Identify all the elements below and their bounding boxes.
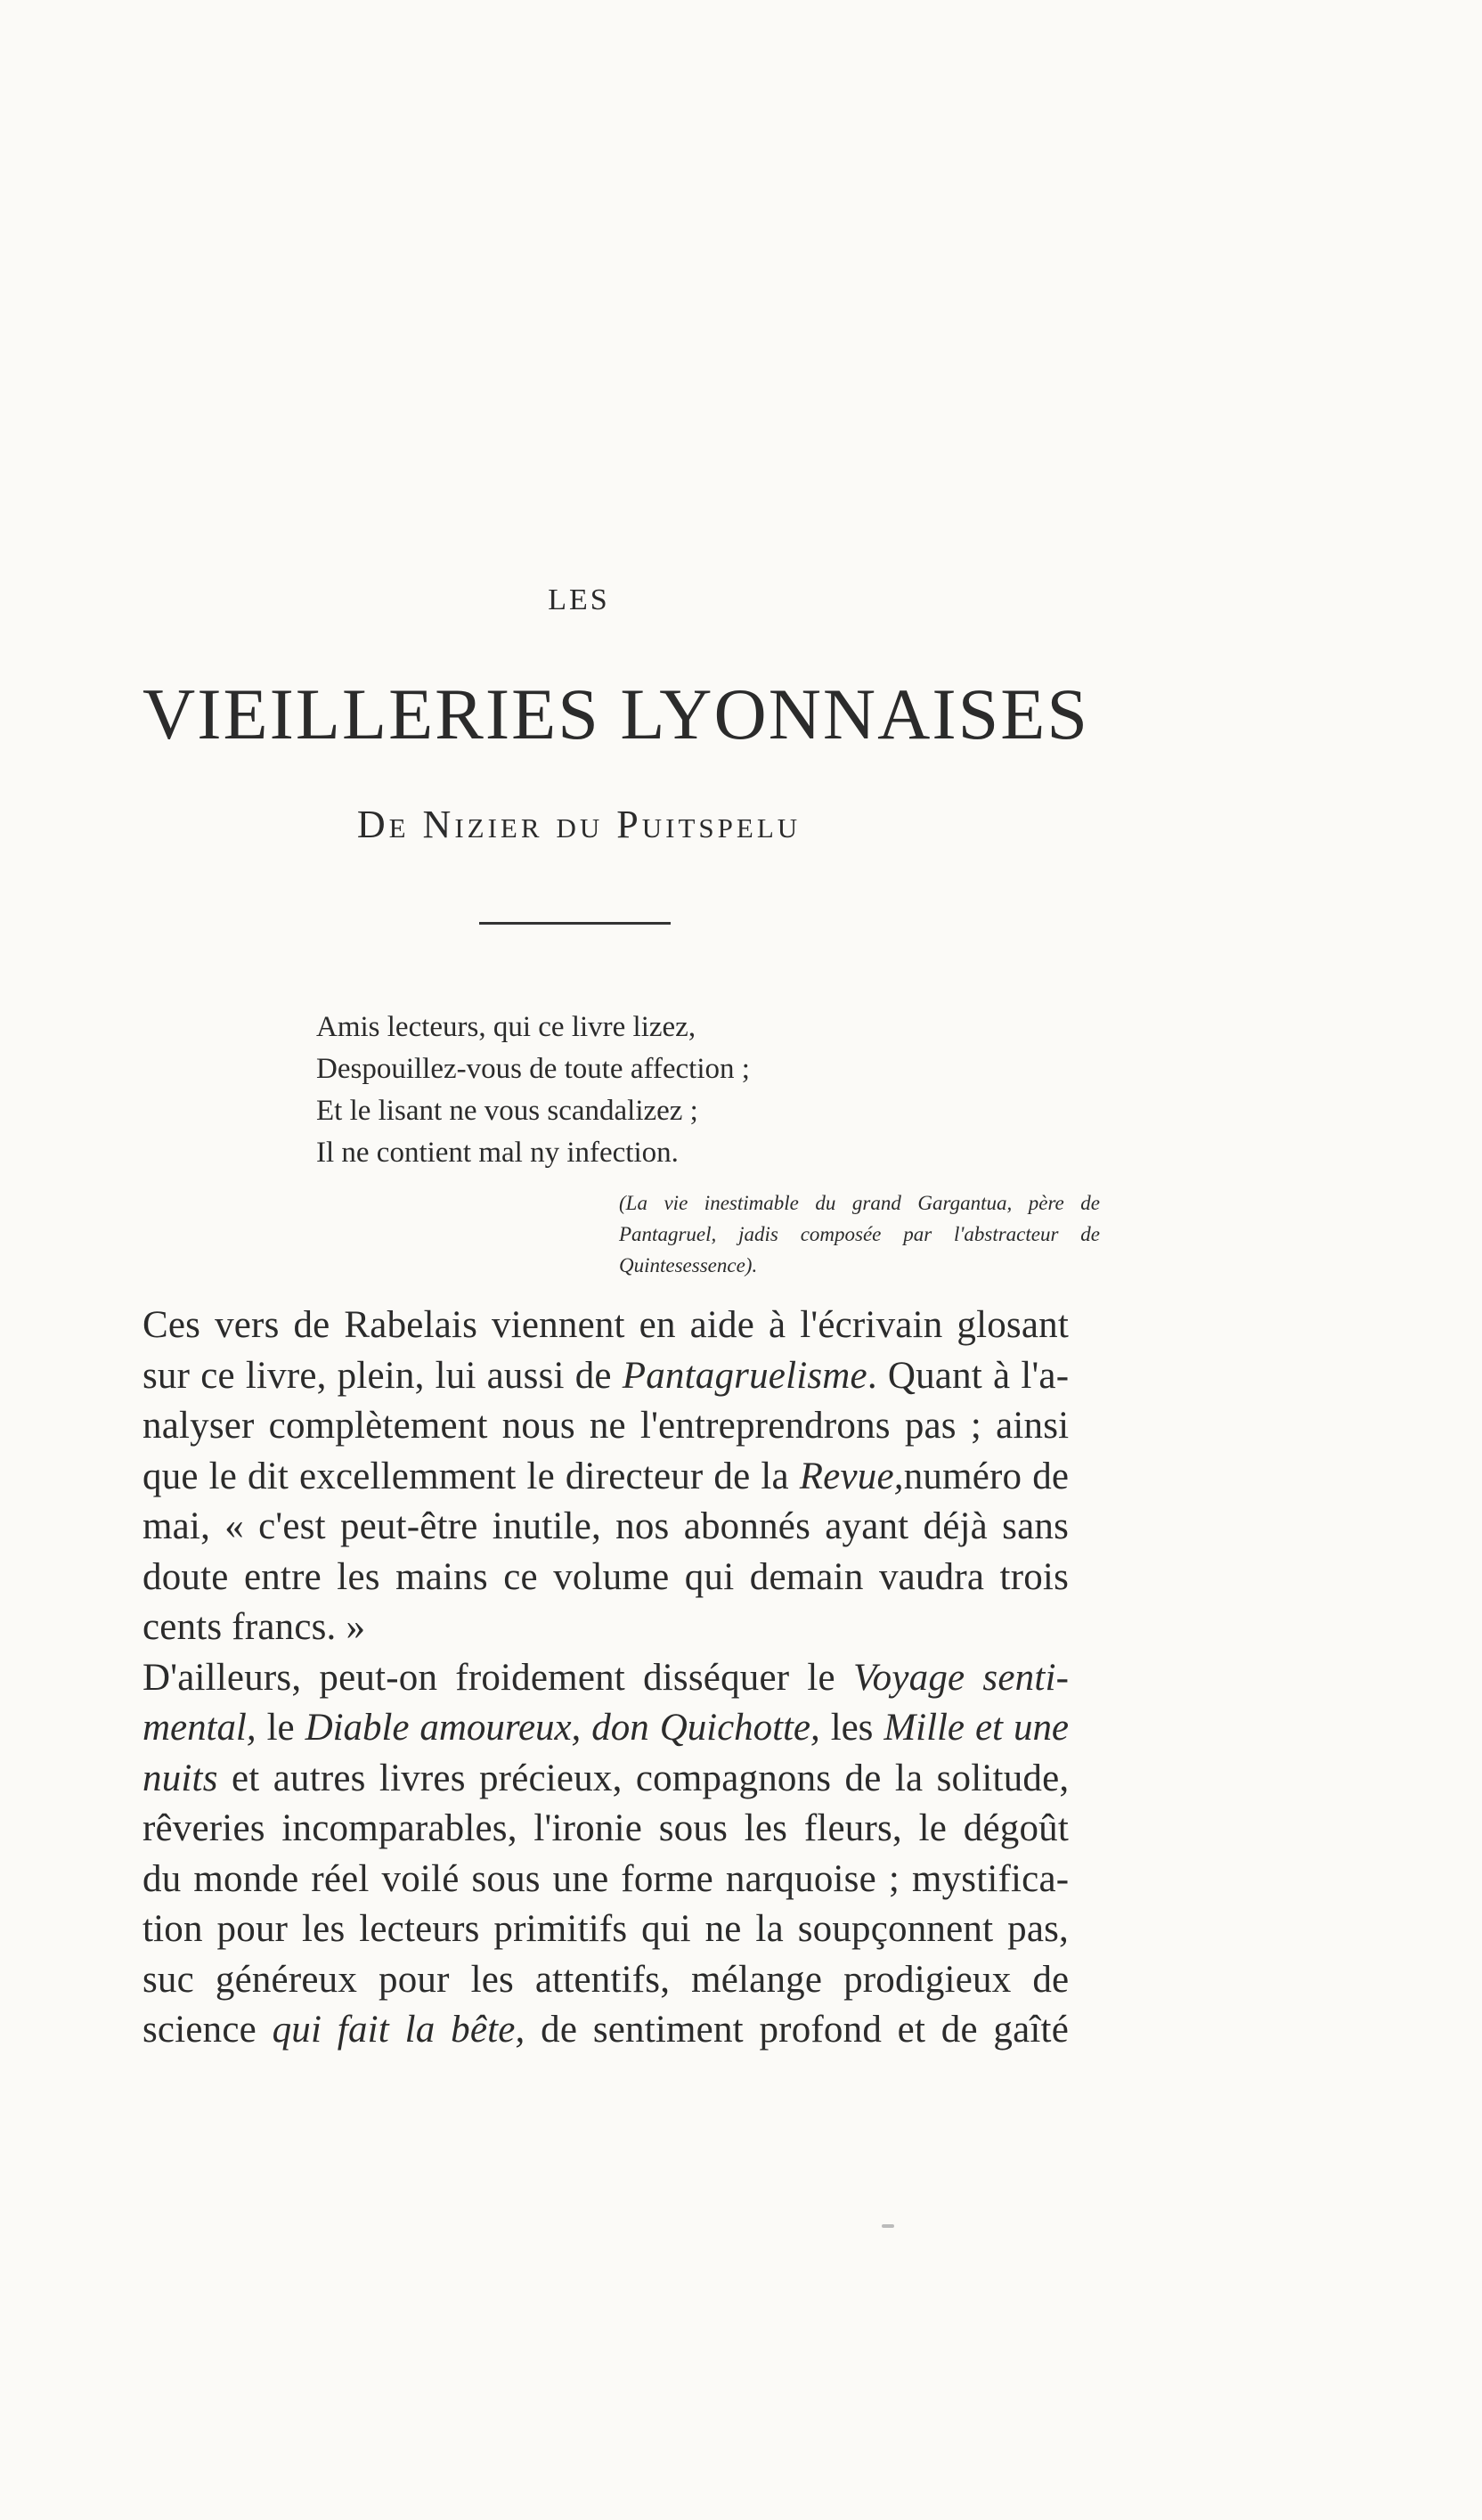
text-run: que le dit excellemment le directeur de la: [142, 1455, 800, 1497]
epigraph-line: Il ne contient mal ny infection.: [316, 1137, 679, 1169]
text-line: suc généreux pour les attentifs, mélange prodigieux de: [142, 1958, 1070, 2001]
text-line: [142, 1653, 1069, 1704]
text-line: [142, 1351, 1069, 1402]
text-run: D'ailleurs, peut-on froidement disséquer le: [142, 1656, 853, 1699]
text-line: doute entre les mains ce volume qui demain vaudra trois: [142, 1555, 1069, 1598]
body-text: [142, 1301, 1069, 2056]
text-line: [142, 1754, 1069, 1805]
text-run: les: [819, 1707, 884, 1749]
printer-mark: [882, 2224, 894, 2228]
italic-run: Voyage senti-: [852, 1656, 1070, 1699]
italic-run: Pantagruelisme: [622, 1354, 867, 1397]
text-line: cents francs. »: [142, 1606, 366, 1648]
text-line: mai, « c'est peut-être inutile, nos abonnés ayant déjà sans: [142, 1505, 1069, 1547]
italic-run: Diable amoureux, don Quichotte,: [305, 1707, 820, 1749]
title-divider: [479, 922, 671, 925]
text-run: de sentiment profond et de gaîté: [525, 2009, 1069, 2051]
text-line: [142, 2005, 1069, 2056]
text-line: [142, 1703, 1069, 1754]
italic-run: qui fait la bête,: [272, 2009, 525, 2051]
italic-run: mental,: [142, 1707, 256, 1749]
italic-run: nuits: [142, 1757, 218, 1799]
text-run: le: [256, 1707, 305, 1749]
epigraph-attribution: (La vie inestimable du grand Gargantua, père de Pantagruel, jadis composée par l'abstracteur de Quintesessence).: [619, 1192, 1100, 1276]
title-prefix: LES: [548, 583, 610, 616]
text-run: . Quant à l'a-: [867, 1354, 1070, 1397]
author-byline: De Nizier du Puitspelu: [356, 803, 802, 846]
text-line: rêveries incomparables, l'ironie sous les fleurs, le dégoût: [142, 1807, 1069, 1849]
text-run: science: [142, 2009, 273, 2051]
text-run: et autres livres précieux, compagnons de la solitude,: [217, 1757, 1070, 1799]
text-run: numéro de: [903, 1455, 1070, 1497]
epigraph-verse: [316, 1007, 957, 1174]
text-run: sur ce livre, plein, lui aussi de: [142, 1354, 623, 1397]
italic-run: Revue,: [799, 1455, 904, 1497]
epigraph-line: Amis lecteurs, qui ce livre lizez,: [316, 1011, 696, 1043]
text-line: du monde réel voilé sous une forme narquoise ; mystifica-: [142, 1857, 1070, 1900]
text-line: [142, 1452, 1069, 1503]
epigraph-line: Despouillez-vous de toute affection ;: [316, 1053, 750, 1085]
text-line: nalyser complètement nous ne l'entreprendrons pas ; ainsi: [142, 1405, 1070, 1447]
epigraph-line: Et le lisant ne vous scandalizez ;: [316, 1095, 698, 1127]
text-line: Ces vers de Rabelais viennent en aide à l'écrivain glosant: [142, 1304, 1069, 1346]
page-title: VIEILLERIES LYONNAISES: [142, 673, 1089, 754]
text-line: tion pour les lecteurs primitifs qui ne la soupçonnent pas,: [142, 1908, 1069, 1950]
italic-run: Mille et une: [884, 1707, 1069, 1749]
